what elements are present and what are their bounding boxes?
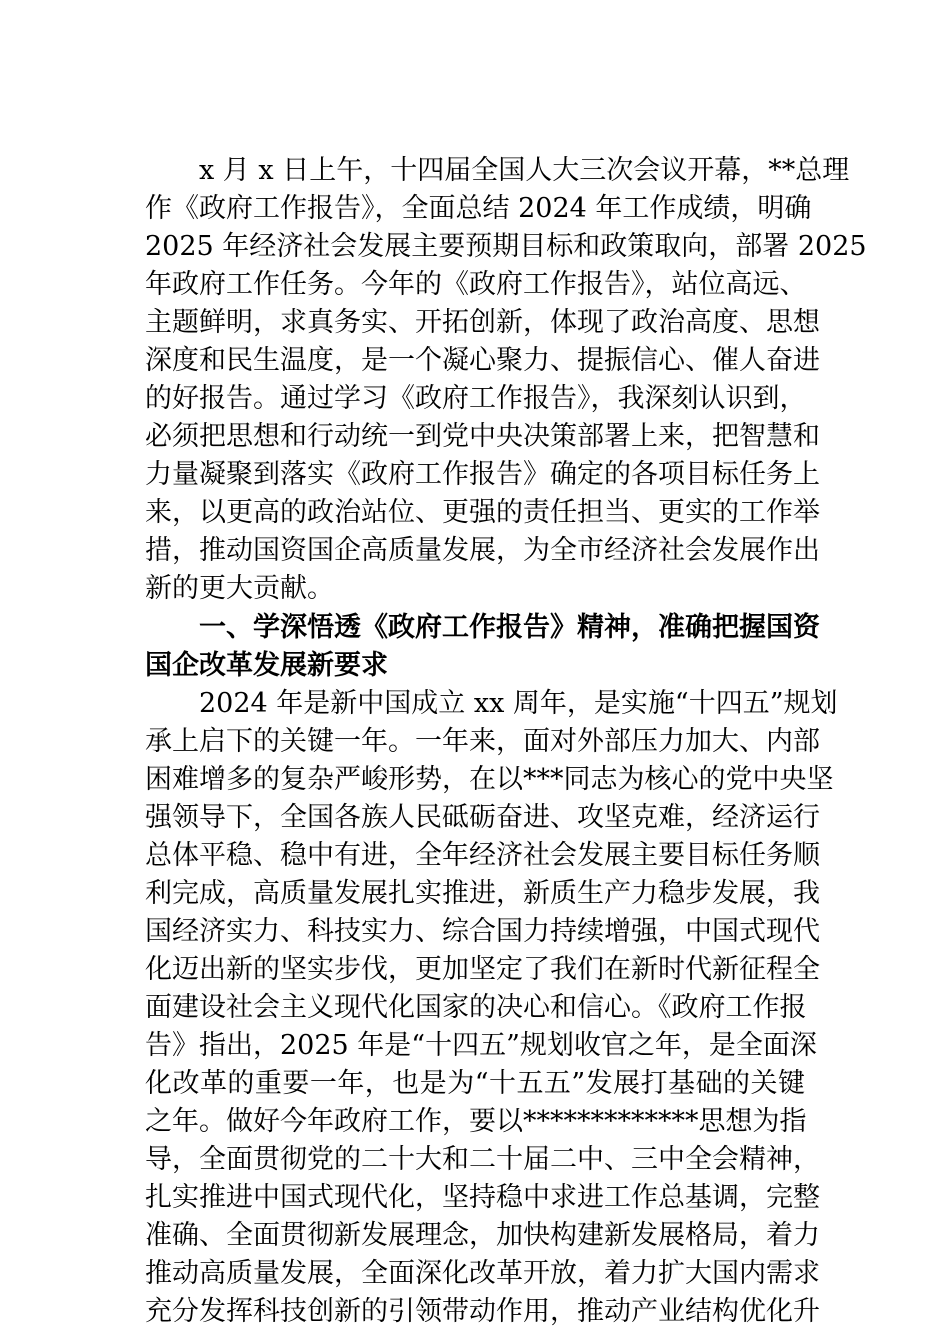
paragraph-2-line: 告》指出，2025 年是“十四五”规划收官之年，是全面深 xyxy=(145,1030,817,1061)
paragraph-2-line: 扎实推进中国式现代化，坚持稳中求进工作总基调，完整 xyxy=(145,1182,820,1213)
paragraph-1-line: 年政府工作任务。今年的《政府工作报告》，站位高远、 xyxy=(145,269,807,300)
paragraph-1-line: 2025 年经济社会发展主要预期目标和政策取向，部署 2025 xyxy=(145,231,867,262)
paragraph-2-line: 化改革的重要一年，也是为“十五五”发展打基础的关键 xyxy=(145,1068,805,1099)
paragraph-1-line: 措，推动国资国企高质量发展，为全市经济社会发展作出 xyxy=(145,535,820,566)
paragraph-1-line: 主题鲜明，求真务实、开拓创新，体现了政治高度、思想 xyxy=(145,307,820,338)
paragraph-1-line: 的好报告。通过学习《政府工作报告》，我深刻认识到， xyxy=(145,383,807,414)
paragraph-2-line: 充分发挥科技创新的引领带动作用，推动产业结构优化升 xyxy=(145,1296,820,1327)
paragraph-2-line: 承上启下的关键一年。一年来，面对外部压力加大、内部 xyxy=(145,726,820,757)
paragraph-2-line: 推动高质量发展，全面深化改革开放，着力扩大国内需求 xyxy=(145,1258,820,1289)
paragraph-2-line: 之年。做好今年政府工作，要以*************思想为指 xyxy=(145,1106,807,1137)
paragraph-1-line: 新的更大贡献。 xyxy=(145,573,334,604)
paragraph-2-line: 利完成，高质量发展扎实推进，新质生产力稳步发展，我 xyxy=(145,878,820,909)
paragraph-1-line: 力量凝聚到落实《政府工作报告》确定的各项目标任务上 xyxy=(145,459,820,490)
paragraph-2-line: 准确、全面贯彻新发展理念，加快构建新发展格局，着力 xyxy=(145,1220,820,1251)
paragraph-2-line: 总体平稳、稳中有进，全年经济社会发展主要目标任务顺 xyxy=(145,840,820,871)
paragraph-2-line: 2024 年是新中国成立 xx 周年，是实施“十四五”规划 xyxy=(199,688,838,719)
paragraph-1-line: x 月 x 日上午，十四届全国人大三次会议开幕，**总理 xyxy=(199,155,850,186)
paragraph-1-line: 作《政府工作报告》，全面总结 2024 年工作成绩，明确 xyxy=(145,193,812,224)
paragraph-2-line: 面建设社会主义现代化国家的决心和信心。《政府工作报 xyxy=(145,992,807,1023)
paragraph-2-line: 导，全面贯彻党的二十大和二十届二中、三中全会精神， xyxy=(145,1144,820,1175)
paragraph-2-line: 化迈出新的坚实步伐，更加坚定了我们在新时代新征程全 xyxy=(145,954,820,985)
paragraph-2-line: 国经济实力、科技实力、综合国力持续增强，中国式现代 xyxy=(145,916,820,947)
section-heading-line: 一、学深悟透《政府工作报告》精神，准确把握国资 xyxy=(199,612,820,643)
paragraph-1-line: 必须把思想和行动统一到党中央决策部署上来，把智慧和 xyxy=(145,421,820,452)
paragraph-2-line: 强领导下，全国各族人民砥砺奋进、攻坚克难，经济运行 xyxy=(145,802,820,833)
section-heading-line: 国企改革发展新要求 xyxy=(145,650,388,681)
paragraph-1-line: 深度和民生温度，是一个凝心聚力、提振信心、催人奋进 xyxy=(145,345,820,376)
paragraph-2-line: 困难增多的复杂严峻形势，在以***同志为核心的党中央坚 xyxy=(145,764,834,795)
paragraph-1-line: 来，以更高的政治站位、更强的责任担当、更实的工作举 xyxy=(145,497,820,528)
